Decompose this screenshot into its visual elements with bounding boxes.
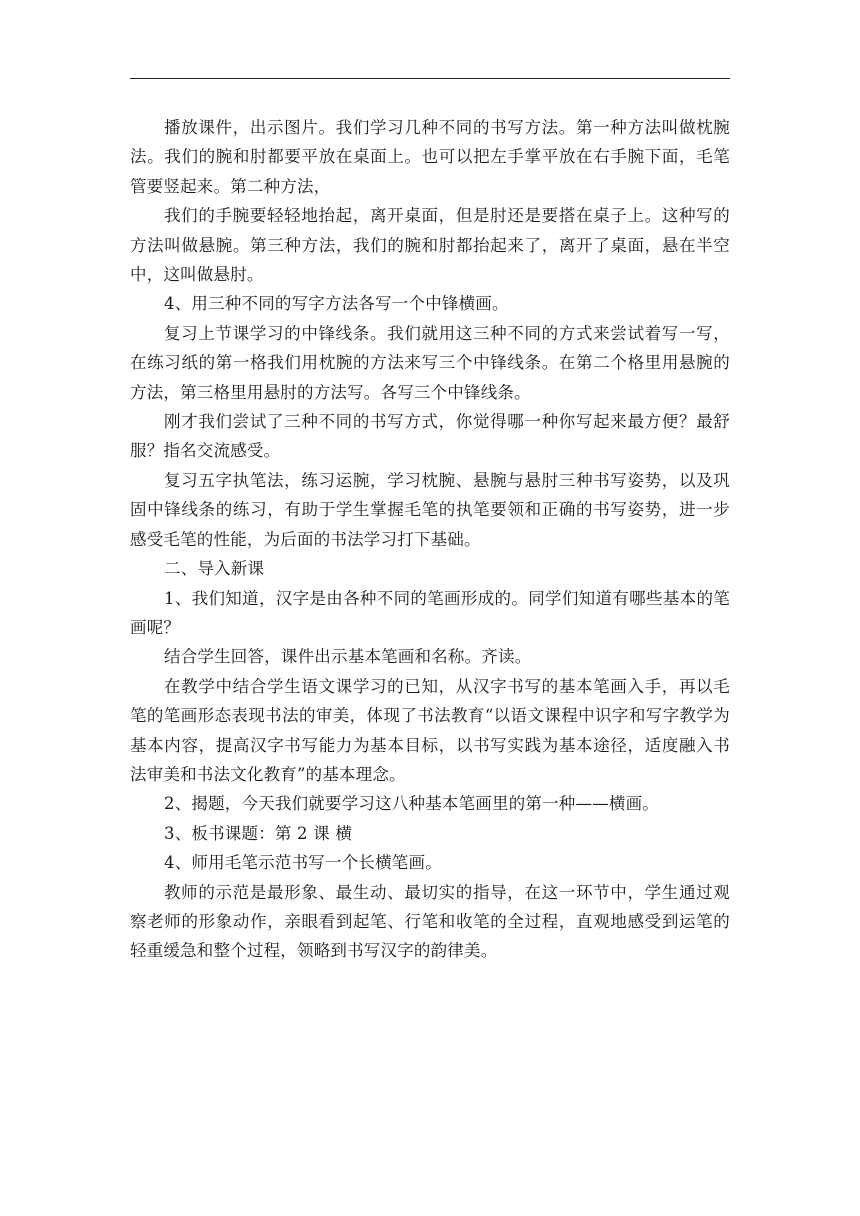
paragraph: 复习五字执笔法，练习运腕，学习枕腕、悬腕与悬肘三种书写姿势，以及巩固中锋线条的练习，有助于学生掌握毛笔的执笔要领和正确的书写姿势，进一步感受毛笔的性能，为后面的书法学习打下基础。 bbox=[130, 470, 730, 549]
list-item: 4、用三种不同的写字方法各写一个中锋横画。 bbox=[164, 294, 509, 314]
paragraph: 结合学生回答，课件出示基本笔画和名称。齐读。 bbox=[164, 647, 532, 667]
paragraph: 我们的手腕要轻轻地抬起，离开桌面，但是肘还是要搭在桌子上。这种写的方法叫做悬腕。第三种方法，我们的腕和肘都抬起来了，离开了桌面，悬在半空中，这叫做悬肘。 bbox=[130, 206, 730, 285]
document-body bbox=[130, 113, 730, 966]
paragraph: 复习上节课学习的中锋线条。我们就用这三种不同的方式来尝试着写一写，在练习纸的第一格我们用枕腕的方法来写三个中锋线条。在第二个格里用悬腕的方法，第三格里用悬肘的方法写。各写三个中锋线条。 bbox=[130, 323, 730, 402]
paragraph: 播放课件，出示图片。我们学习几种不同的书写方法。第一种方法叫做枕腕法。我们的腕和肘都要平放在桌面上。也可以把左手掌平放在右手腕下面，毛笔管要竖起来。第二种方法， bbox=[130, 118, 730, 196]
list-item: 3、板书课题：第 2 课 横 bbox=[164, 823, 353, 843]
list-item: 2、揭题，今天我们就要学习这八种基本笔画里的第一种——横画。 bbox=[164, 794, 659, 814]
section-heading: 二、导入新课 bbox=[164, 559, 265, 579]
paragraph: 在教学中结合学生语文课学习的已知，从汉字书写的基本笔画入手，再以毛笔的笔画形态表现书法的审美，体现了书法教育“以语文课程中识字和写字教学为基本内容，提高汉字书写能力为基本目标，以书写实践为基本途径，适度融入书法审美和书法文化教育”的基本理念。 bbox=[130, 676, 730, 784]
list-item: 4、师用毛笔示范书写一个长横笔画。 bbox=[164, 853, 442, 873]
paragraph: 刚才我们尝试了三种不同的书写方式，你觉得哪一种你写起来最方便？最舒服？指名交流感受。 bbox=[130, 412, 730, 461]
header-rule bbox=[130, 78, 730, 79]
list-item: 1、我们知道，汉字是由各种不同的笔画形成的。同学们知道有哪些基本的笔画呢？ bbox=[130, 588, 730, 637]
paragraph: 教师的示范是最形象、最生动、最切实的指导，在这一环节中，学生通过观察老师的形象动作，亲眼看到起笔、行笔和收笔的全过程，直观地感受到运笔的轻重缓急和整个过程，领略到书写汉字的韵律美。 bbox=[130, 882, 730, 961]
